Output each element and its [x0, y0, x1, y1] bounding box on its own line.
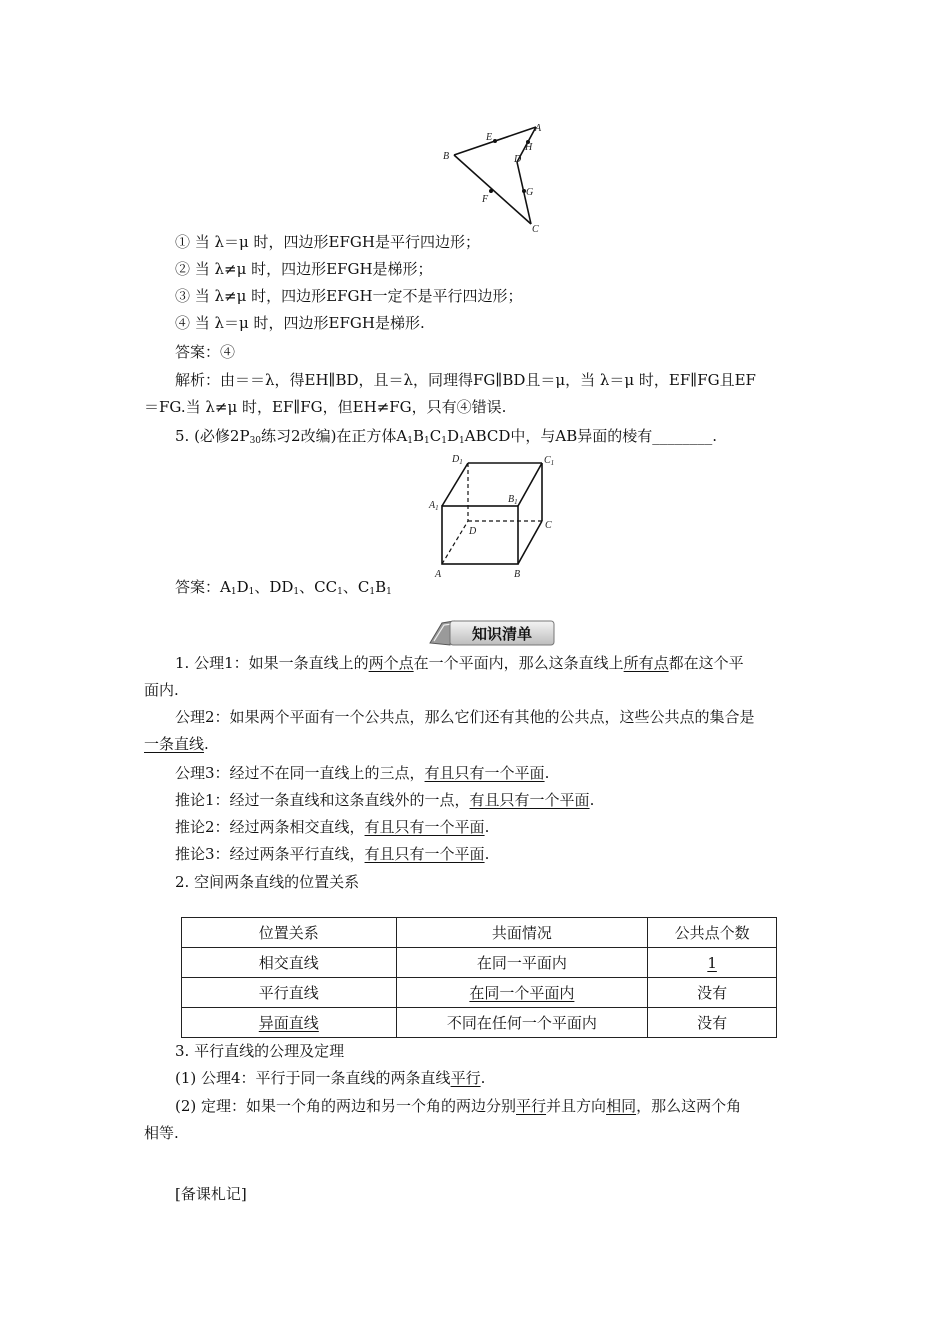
table-cell: 不同在任何一个平面内	[396, 1008, 648, 1038]
hidden-edge-3	[442, 521, 468, 564]
q5-question: 5. (必修$2P_{30}$练习2改编)在正方体$A_1B_1C_1D_1ABCD$中，与AB异面的棱有________.	[175, 427, 718, 446]
table-cell: 在同一个平面内	[396, 978, 648, 1008]
table-header-row	[182, 918, 777, 948]
cube-label-b: B	[514, 569, 521, 580]
table-cell: 平行直线	[182, 978, 397, 1008]
table-cell: 在同一平面内	[396, 948, 648, 978]
table-cell: 没有	[648, 1008, 777, 1038]
q5-answer: 答案：$A_1D_1$、$DD_1$、$CC_1$、$C_1B_1$	[175, 578, 392, 597]
corollary-3: 推论3：经过两条平行直线，有且只有一个平面.	[175, 845, 490, 863]
quadrilateral-figure	[438, 118, 548, 238]
cube-label-d1: $D_1$	[452, 454, 463, 466]
corollary-1: 推论1：经过一条直线和这条直线外的一点，有且只有一个平面.	[175, 791, 595, 809]
cube-figure	[425, 450, 560, 582]
cube-label-c1: $C_1$	[544, 455, 555, 467]
banner-title: 知识清单	[471, 625, 533, 643]
point-f	[489, 189, 493, 193]
point-e	[493, 139, 497, 143]
cube-front-face	[442, 506, 518, 564]
option-4: ④ 当 λ＝μ 时，四边形EFGH是梯形.	[175, 314, 425, 332]
section-2-title: 2. 空间两条直线的位置关系	[175, 873, 360, 891]
table-cell: 没有	[648, 978, 777, 1008]
label-e: E	[486, 132, 493, 143]
option-2: ② 当 λ≠μ 时，四边形EFGH是梯形；	[175, 260, 433, 278]
option-3: ③ 当 λ≠μ 时，四边形EFGH一定不是平行四边形；	[175, 287, 523, 305]
axiom-2: 公理2：如果两个平面有一个公共点，那么它们还有其他的公共点，这些公共点的集合是	[175, 708, 755, 726]
label-b: B	[443, 151, 450, 162]
q4-answer: 答案：④	[175, 343, 236, 361]
cube-label-b1: $B_1$	[508, 494, 518, 506]
table-cell: 相交直线	[182, 948, 397, 978]
cube-label-d: D	[469, 526, 477, 537]
option-1: ① 当 λ＝μ 时，四边形EFGH是平行四边形；	[175, 233, 480, 251]
table-cell: 异面直线	[182, 1008, 397, 1038]
label-h: H	[525, 142, 533, 153]
label-a: A	[535, 123, 542, 134]
table-header: 位置关系	[182, 918, 397, 948]
axiom-1: 1. 公理1：如果一条直线上的两个点在一个平面内，那么这条直线上所有点都在这个平	[175, 654, 744, 672]
line-relations-table	[181, 917, 777, 1038]
q4-analysis-1: 解析：由＝＝λ，得EH∥BD，且＝λ，同理得FG∥BD且＝μ，当 λ＝μ 时，EF∥FG且EF	[175, 371, 756, 389]
table-header: 公共点个数	[648, 918, 777, 948]
cube-label-a: A	[435, 569, 442, 580]
cube-label-c: C	[545, 520, 552, 531]
theorem: (2) 定理：如果一个角的两边和另一个角的两边分别平行并且方向相同，那么这两个角	[175, 1097, 742, 1115]
table-header: 共面情况	[396, 918, 648, 948]
knowledge-banner	[428, 617, 558, 649]
label-f: F	[482, 194, 489, 205]
label-g: G	[526, 187, 534, 198]
label-d: D	[514, 154, 522, 165]
axiom-3: 公理3：经过不在同一直线上的三点，有且只有一个平面.	[175, 764, 550, 782]
table-row	[182, 948, 777, 978]
theorem-cont: 相等.	[144, 1124, 179, 1142]
label-c: C	[532, 224, 539, 235]
corollary-2: 推论2：经过两条相交直线，有且只有一个平面.	[175, 818, 490, 836]
cube-label-a1: $A_1$	[429, 500, 439, 512]
prep-notes: [备课札记]	[175, 1185, 247, 1203]
table-cell: 1	[648, 948, 777, 978]
axiom-4: (1) 公理4：平行于同一条直线的两条直线平行.	[175, 1069, 486, 1087]
section-3-title: 3. 平行直线的公理及定理	[175, 1042, 345, 1060]
edge-bc	[454, 155, 534, 224]
axiom-2-cont: 一条直线.	[144, 735, 209, 753]
q4-analysis-2: ＝FG.当 λ≠μ 时，EF∥FG，但EH≠FG，只有④错误.	[144, 398, 507, 416]
table-row	[182, 1008, 777, 1038]
table-row	[182, 978, 777, 1008]
axiom-1-cont: 面内.	[144, 681, 179, 699]
